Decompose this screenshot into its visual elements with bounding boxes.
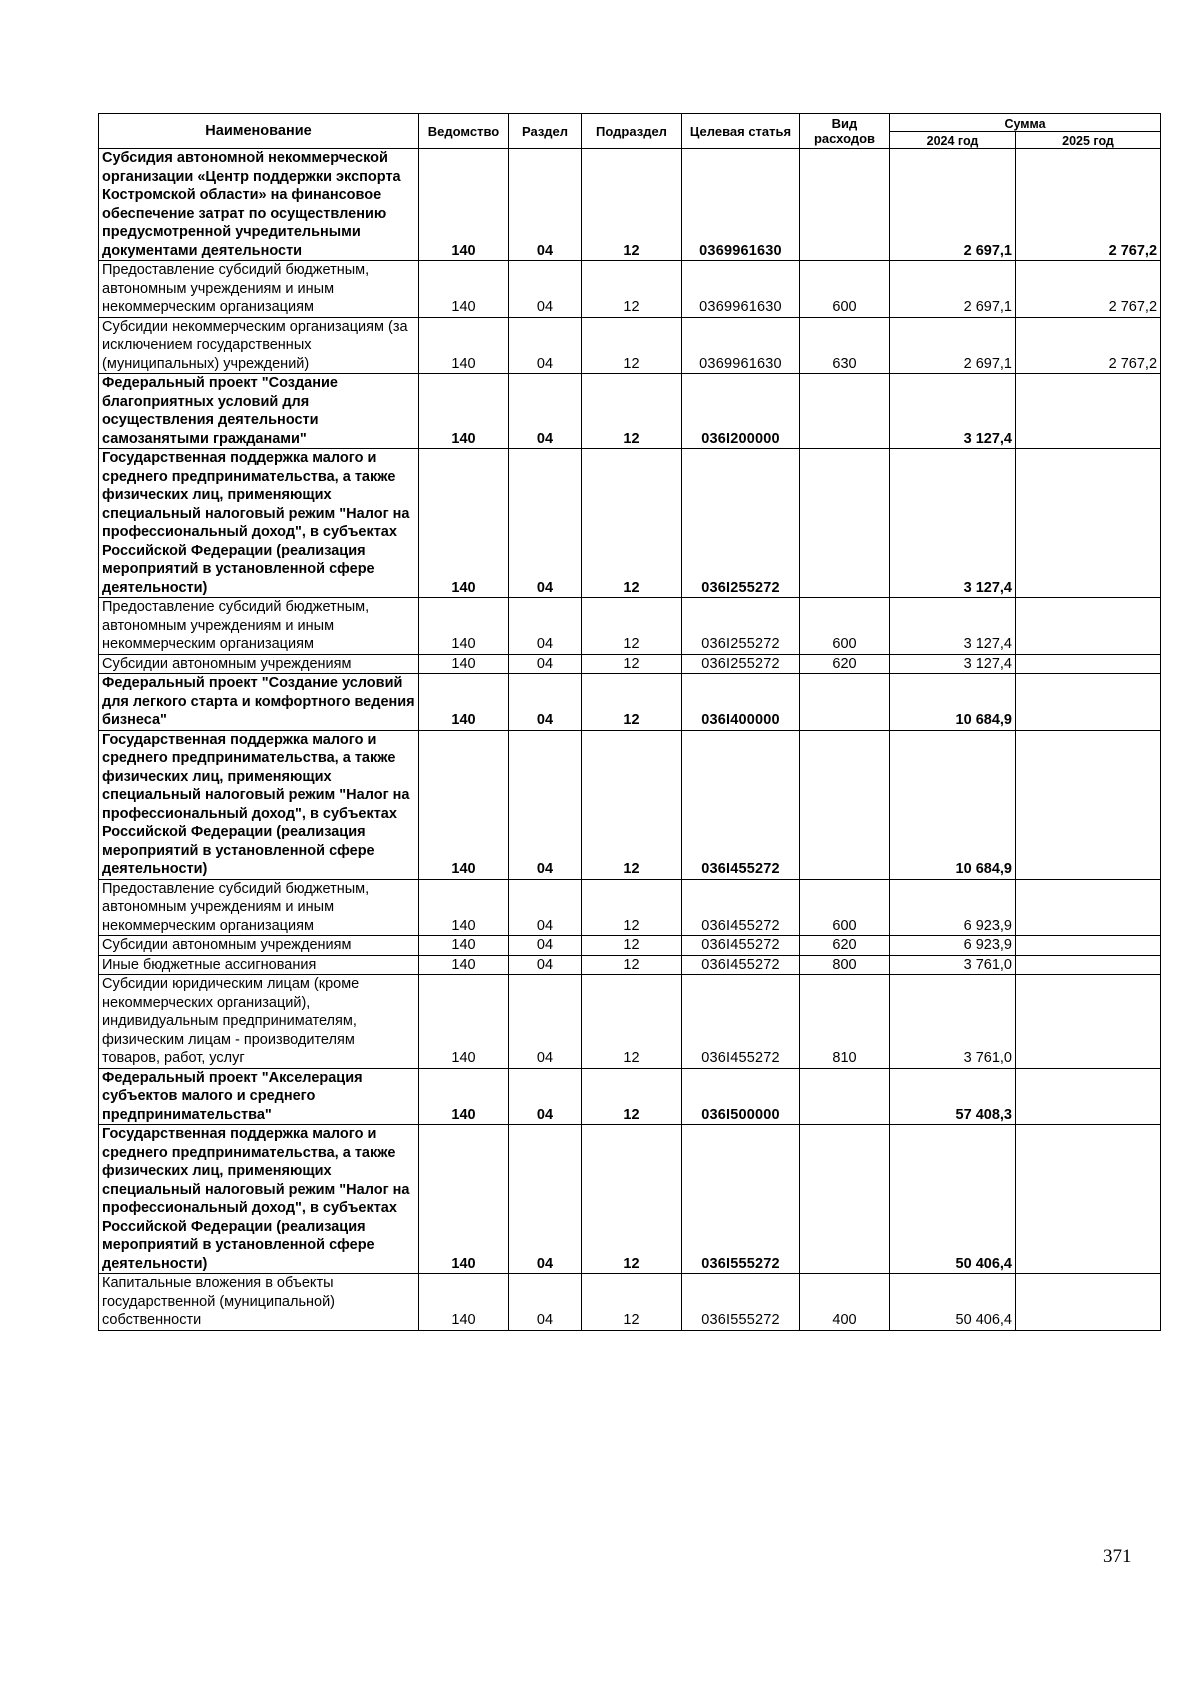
cell-podrazdel: 12 (582, 936, 682, 956)
cell-name: Субсидии юридическим лицам (кроме некоммерческих организаций), индивидуальным предпринимателям, физическим лицам - производителям товаров, работ, услуг (99, 975, 419, 1069)
cell-razdel: 04 (509, 598, 582, 655)
header-row (99, 114, 1161, 132)
cell-podrazdel: 12 (582, 1274, 682, 1331)
cell-podrazdel: 12 (582, 261, 682, 318)
cell-podrazdel: 12 (582, 654, 682, 674)
cell-vid-raskhodov (800, 1125, 890, 1274)
table-row (99, 1274, 1161, 1331)
cell-vedomstvo: 140 (419, 975, 509, 1069)
cell-vedomstvo: 140 (419, 598, 509, 655)
cell-tselevaya-statya: 0369961630 (682, 317, 800, 374)
cell-podrazdel: 12 (582, 598, 682, 655)
cell-podrazdel: 12 (582, 879, 682, 936)
cell-tselevaya-statya: 0369961630 (682, 149, 800, 261)
cell-razdel: 04 (509, 1274, 582, 1331)
cell-vid-raskhodov (800, 1068, 890, 1125)
budget-table (98, 113, 1161, 1331)
table-row (99, 955, 1161, 975)
cell-razdel: 04 (509, 955, 582, 975)
cell-tselevaya-statya: 036I255272 (682, 654, 800, 674)
cell-vedomstvo: 140 (419, 955, 509, 975)
cell-vedomstvo: 140 (419, 261, 509, 318)
cell-tselevaya-statya: 036I455272 (682, 936, 800, 956)
table-row (99, 374, 1161, 449)
cell-name: Субсидия автономной некоммерческой организации «Центр поддержки экспорта Костромской области» на финансовое обеспечение затрат по осуществлению предусмотренной учредительными документами деятельности (99, 149, 419, 261)
cell-razdel: 04 (509, 449, 582, 598)
cell-name: Субсидии некоммерческим организациям (за исключением государственных (муниципальных) учреждений) (99, 317, 419, 374)
cell-vedomstvo: 140 (419, 1274, 509, 1331)
cell-razdel: 04 (509, 374, 582, 449)
cell-sum-2024: 10 684,9 (890, 730, 1016, 879)
cell-razdel: 04 (509, 1125, 582, 1274)
cell-razdel: 04 (509, 1068, 582, 1125)
header-podrazdel: Подраздел (582, 114, 682, 149)
cell-podrazdel: 12 (582, 374, 682, 449)
cell-podrazdel: 12 (582, 149, 682, 261)
cell-vedomstvo: 140 (419, 879, 509, 936)
cell-tselevaya-statya: 036I455272 (682, 879, 800, 936)
cell-sum-2025 (1016, 598, 1161, 655)
cell-tselevaya-statya: 036I400000 (682, 674, 800, 731)
cell-vid-raskhodov: 600 (800, 879, 890, 936)
cell-sum-2025 (1016, 975, 1161, 1069)
cell-vid-raskhodov: 810 (800, 975, 890, 1069)
page-number: 371 (1103, 1546, 1132, 1567)
cell-sum-2024: 2 697,1 (890, 261, 1016, 318)
cell-podrazdel: 12 (582, 674, 682, 731)
cell-razdel: 04 (509, 730, 582, 879)
cell-vedomstvo: 140 (419, 317, 509, 374)
cell-sum-2025 (1016, 654, 1161, 674)
cell-vedomstvo: 140 (419, 149, 509, 261)
cell-vedomstvo: 140 (419, 674, 509, 731)
cell-sum-2025 (1016, 955, 1161, 975)
cell-sum-2024: 57 408,3 (890, 1068, 1016, 1125)
cell-podrazdel: 12 (582, 975, 682, 1069)
cell-name: Субсидии автономным учреждениям (99, 936, 419, 956)
header-razdel: Раздел (509, 114, 582, 149)
cell-razdel: 04 (509, 674, 582, 731)
cell-sum-2024: 10 684,9 (890, 674, 1016, 731)
table-row (99, 879, 1161, 936)
cell-sum-2024: 50 406,4 (890, 1125, 1016, 1274)
cell-tselevaya-statya: 036I255272 (682, 449, 800, 598)
table-row (99, 1125, 1161, 1274)
cell-name: Федеральный проект "Создание условий для легкого старта и комфортного ведения бизнеса" (99, 674, 419, 731)
cell-name: Субсидии автономным учреждениям (99, 654, 419, 674)
cell-name: Предоставление субсидий бюджетным, автономным учреждениям и иным некоммерческим организациям (99, 261, 419, 318)
table-row (99, 1068, 1161, 1125)
cell-tselevaya-statya: 036I555272 (682, 1274, 800, 1331)
cell-sum-2025 (1016, 374, 1161, 449)
cell-razdel: 04 (509, 149, 582, 261)
header-year-2024: 2024 год (890, 131, 1016, 149)
table-row (99, 975, 1161, 1069)
cell-sum-2025 (1016, 879, 1161, 936)
cell-vid-raskhodov (800, 149, 890, 261)
cell-razdel: 04 (509, 317, 582, 374)
cell-name: Государственная поддержка малого и среднего предпринимательства, а также физических лиц, применяющих специальный налоговый режим "Налог на профессиональный доход", в субъектах Российской Федерации (реализация мероприятий в установленной сфере деятельности) (99, 449, 419, 598)
cell-vid-raskhodov: 800 (800, 955, 890, 975)
cell-sum-2024: 3 761,0 (890, 975, 1016, 1069)
cell-vid-raskhodov: 600 (800, 598, 890, 655)
cell-tselevaya-statya: 036I500000 (682, 1068, 800, 1125)
cell-name: Иные бюджетные ассигнования (99, 955, 419, 975)
cell-sum-2024: 3 761,0 (890, 955, 1016, 975)
cell-sum-2025 (1016, 674, 1161, 731)
cell-vedomstvo: 140 (419, 654, 509, 674)
cell-name: Государственная поддержка малого и среднего предпринимательства, а также физических лиц, применяющих специальный налоговый режим "Налог на профессиональный доход", в субъектах Российской Федерации (реализация мероприятий в установленной сфере деятельности) (99, 1125, 419, 1274)
cell-vedomstvo: 140 (419, 730, 509, 879)
cell-name: Предоставление субсидий бюджетным, автономным учреждениям и иным некоммерческим организациям (99, 598, 419, 655)
cell-podrazdel: 12 (582, 730, 682, 879)
cell-razdel: 04 (509, 936, 582, 956)
table-row (99, 598, 1161, 655)
cell-name: Предоставление субсидий бюджетным, автономным учреждениям и иным некоммерческим организациям (99, 879, 419, 936)
cell-vid-raskhodov: 630 (800, 317, 890, 374)
cell-sum-2024: 6 923,9 (890, 879, 1016, 936)
cell-razdel: 04 (509, 879, 582, 936)
cell-podrazdel: 12 (582, 317, 682, 374)
cell-sum-2024: 2 697,1 (890, 317, 1016, 374)
header-year-2025: 2025 год (1016, 131, 1161, 149)
cell-sum-2025: 2 767,2 (1016, 149, 1161, 261)
cell-sum-2024: 50 406,4 (890, 1274, 1016, 1331)
cell-sum-2025 (1016, 730, 1161, 879)
header-vid-raskhodov: Вид расходов (800, 114, 890, 149)
cell-vid-raskhodov (800, 449, 890, 598)
cell-sum-2024: 3 127,4 (890, 654, 1016, 674)
cell-tselevaya-statya: 036I455272 (682, 955, 800, 975)
cell-vid-raskhodov: 600 (800, 261, 890, 318)
cell-vid-raskhodov (800, 674, 890, 731)
cell-vid-raskhodov (800, 374, 890, 449)
cell-sum-2024: 2 697,1 (890, 149, 1016, 261)
cell-sum-2025: 2 767,2 (1016, 317, 1161, 374)
cell-sum-2024: 3 127,4 (890, 449, 1016, 598)
table-row (99, 261, 1161, 318)
cell-sum-2025: 2 767,2 (1016, 261, 1161, 318)
table-row (99, 317, 1161, 374)
header-vedomstvo: Ведомство (419, 114, 509, 149)
cell-sum-2024: 6 923,9 (890, 936, 1016, 956)
cell-vedomstvo: 140 (419, 936, 509, 956)
cell-vedomstvo: 140 (419, 1068, 509, 1125)
cell-sum-2024: 3 127,4 (890, 374, 1016, 449)
cell-podrazdel: 12 (582, 1125, 682, 1274)
cell-sum-2025 (1016, 1274, 1161, 1331)
header-summa: Сумма (890, 114, 1161, 132)
cell-vid-raskhodov: 620 (800, 936, 890, 956)
cell-sum-2024: 3 127,4 (890, 598, 1016, 655)
cell-sum-2025 (1016, 1125, 1161, 1274)
table-row (99, 936, 1161, 956)
header-name: Наименование (99, 114, 419, 149)
cell-vid-raskhodov: 400 (800, 1274, 890, 1331)
cell-sum-2025 (1016, 1068, 1161, 1125)
table-row (99, 674, 1161, 731)
table-row (99, 730, 1161, 879)
cell-tselevaya-statya: 036I255272 (682, 598, 800, 655)
cell-vedomstvo: 140 (419, 1125, 509, 1274)
cell-tselevaya-statya: 036I455272 (682, 730, 800, 879)
table-row (99, 149, 1161, 261)
table-body (99, 149, 1161, 1331)
cell-name: Капитальные вложения в объекты государственной (муниципальной) собственности (99, 1274, 419, 1331)
cell-vid-raskhodov: 620 (800, 654, 890, 674)
cell-podrazdel: 12 (582, 955, 682, 975)
cell-name: Федеральный проект "Акселерация субъектов малого и среднего предпринимательства" (99, 1068, 419, 1125)
cell-sum-2025 (1016, 449, 1161, 598)
cell-podrazdel: 12 (582, 1068, 682, 1125)
cell-tselevaya-statya: 036I455272 (682, 975, 800, 1069)
cell-name: Государственная поддержка малого и среднего предпринимательства, а также физических лиц, применяющих специальный налоговый режим "Налог на профессиональный доход", в субъектах Российской Федерации (реализация мероприятий в установленной сфере деятельности) (99, 730, 419, 879)
cell-vid-raskhodov (800, 730, 890, 879)
cell-tselevaya-statya: 0369961630 (682, 261, 800, 318)
cell-sum-2025 (1016, 936, 1161, 956)
cell-vedomstvo: 140 (419, 374, 509, 449)
table-row (99, 449, 1161, 598)
cell-razdel: 04 (509, 261, 582, 318)
header-tselevaya-statya: Целевая статья (682, 114, 800, 149)
cell-razdel: 04 (509, 654, 582, 674)
cell-podrazdel: 12 (582, 449, 682, 598)
cell-vedomstvo: 140 (419, 449, 509, 598)
cell-razdel: 04 (509, 975, 582, 1069)
cell-tselevaya-statya: 036I555272 (682, 1125, 800, 1274)
cell-name: Федеральный проект "Создание благоприятных условий для осуществления деятельности самозанятыми гражданами" (99, 374, 419, 449)
cell-tselevaya-statya: 036I200000 (682, 374, 800, 449)
table-row (99, 654, 1161, 674)
